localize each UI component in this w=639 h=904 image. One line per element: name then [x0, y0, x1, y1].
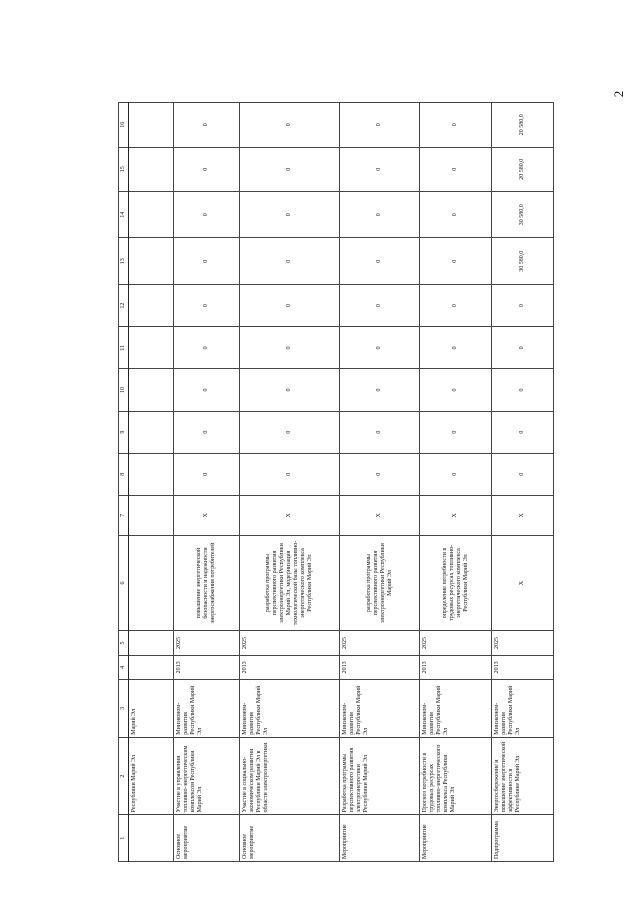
cell-value: 30 580,0	[492, 238, 554, 285]
cell-value: 0	[340, 453, 420, 495]
cell-type: Мероприятие	[340, 815, 420, 862]
cell-value: 0	[240, 453, 340, 495]
cell-name: Участие в управлении топливно-энергетическим комплексом Республики Марий Эл	[174, 737, 240, 815]
program-table-rotated	[118, 102, 525, 862]
col-number: 8	[119, 453, 129, 495]
col-number: 13	[119, 238, 129, 285]
cell-type: Основное мероприятие	[174, 815, 240, 862]
cell-start: 2013	[340, 655, 420, 679]
cell-value: 0	[420, 191, 492, 238]
cell-value: 0	[240, 103, 340, 148]
cell-value: 0	[174, 369, 240, 411]
cell-value: 0	[420, 369, 492, 411]
cell-value: 0	[174, 453, 240, 495]
table-row	[340, 103, 420, 862]
cell-executor: Марий Эл	[129, 680, 174, 738]
cell-result: разработка программы перспективного развития электроэнергетики Республики Марий Эл	[340, 535, 420, 630]
cell-value: 0	[174, 191, 240, 238]
cell-result: разработка программы перспективного развития электроэнергетики Республики Марий Эл, модернизация технологической базы топливно-энергетического комплекса Республики Марий Эл	[240, 535, 340, 630]
col-number: 10	[119, 369, 129, 411]
cell-value: 0	[420, 453, 492, 495]
cell-value: 30 580,0	[492, 191, 554, 238]
program-activities-table	[118, 102, 554, 862]
col-number: 15	[119, 147, 129, 191]
cell-value: 0	[174, 103, 240, 148]
cell-value: 0	[240, 238, 340, 285]
cell-value: 0	[340, 147, 420, 191]
cell-executor: Минэконом-развития Республики Марий Эл	[340, 680, 420, 738]
col-number: 4	[119, 655, 129, 679]
cell-value: 0	[420, 327, 492, 369]
cell-value: 0	[340, 191, 420, 238]
cell-value: 0	[340, 411, 420, 453]
cell-value: 0	[240, 191, 340, 238]
cell-value: 20 580,0	[492, 147, 554, 191]
table-row	[174, 103, 240, 862]
cell-value: 0	[340, 285, 420, 327]
cell-indicator: X	[174, 495, 240, 535]
col-number: 9	[119, 411, 129, 453]
col-number: 16	[119, 103, 129, 148]
cell-value: 0	[420, 103, 492, 148]
cell-type: Подпрограмма	[492, 815, 554, 862]
cell-type: Основное мероприятие	[240, 815, 340, 862]
cell-start: 2013	[492, 655, 554, 679]
table-row-continuation	[129, 103, 174, 862]
cell-end: 2025	[174, 631, 240, 655]
cell-name: Энергосбережение и повышение энергетической эффективности в Республике Марий Эл	[492, 737, 554, 815]
cell-end: 2025	[420, 631, 492, 655]
cell-end: 2025	[240, 631, 340, 655]
cell-value: 0	[492, 327, 554, 369]
cell-value: 0	[420, 285, 492, 327]
col-number: 5	[119, 631, 129, 655]
col-number: 11	[119, 327, 129, 369]
cell-value: 0	[492, 285, 554, 327]
page-number: 2	[611, 90, 626, 98]
cell-end: 2025	[492, 631, 554, 655]
cell-value: 0	[174, 327, 240, 369]
cell-value: 0	[240, 285, 340, 327]
cell-value: 0	[492, 411, 554, 453]
cell-executor: Минэконом-развития Республики Марий Эл	[174, 680, 240, 738]
cell-executor: Минэконом-развития Республики Марий Эл	[240, 680, 340, 738]
cell-value: 0	[240, 147, 340, 191]
cell-value: 0	[492, 369, 554, 411]
column-number-row	[119, 103, 129, 862]
cell-executor: Минэконом-развития Республики Марий Эл	[492, 680, 554, 738]
col-number: 3	[119, 680, 129, 738]
table-row	[240, 103, 340, 862]
cell-start: 2013	[174, 655, 240, 679]
col-number: 14	[119, 191, 129, 238]
cell-type: Мероприятие	[420, 815, 492, 862]
cell-value: 0	[420, 411, 492, 453]
cell-value: 0	[174, 411, 240, 453]
cell-result: повышение энергетической безопасности и надежности энергоснабжения потребителей	[174, 535, 240, 630]
col-number: 2	[119, 737, 129, 815]
cell-value: 0	[340, 238, 420, 285]
cell-value: 0	[174, 147, 240, 191]
cell-value: 0	[240, 411, 340, 453]
cell-name: Прогноз потребности в трудовых ресурсах топливно-энергетического комплекса Республики Марий Эл	[420, 737, 492, 815]
cell-indicator: X	[420, 495, 492, 535]
cell-value: 0	[240, 369, 340, 411]
cell-value: 0	[340, 369, 420, 411]
cell-executor: Минэконом-развития Республики Марий Эл	[420, 680, 492, 738]
cell-end: 2025	[340, 631, 420, 655]
cell-name: Разработка программы перспективного развития электроэнергетики Республики Марий Эл	[340, 737, 420, 815]
cell-value: 0	[174, 238, 240, 285]
cell-indicator: X	[240, 495, 340, 535]
col-number: 6	[119, 535, 129, 630]
cell-empty	[129, 815, 174, 862]
cell-value: 0	[174, 285, 240, 327]
cell-name: Республики Марий Эл	[129, 737, 174, 815]
cell-result: X	[492, 535, 554, 630]
col-number: 12	[119, 285, 129, 327]
cell-value: 0	[340, 327, 420, 369]
cell-name: Участие в социально-экономическом развитии Республики Марий Эл в области электроэнергетики	[240, 737, 340, 815]
col-number: 7	[119, 495, 129, 535]
cell-value: 0	[420, 147, 492, 191]
cell-value: 0	[420, 238, 492, 285]
col-number: 1	[119, 815, 129, 862]
cell-start: 2013	[240, 655, 340, 679]
cell-indicator: X	[340, 495, 420, 535]
table-row	[420, 103, 492, 862]
table-row	[492, 103, 554, 862]
cell-indicator: X	[492, 495, 554, 535]
cell-result: определение потребности в трудовых ресурсах топливно-энергетического комплекса Республики Марий Эл	[420, 535, 492, 630]
cell-value: 0	[340, 103, 420, 148]
cell-value: 0	[240, 327, 340, 369]
cell-value: 20 580,0	[492, 103, 554, 148]
cell-value: 0	[492, 453, 554, 495]
cell-start: 2013	[420, 655, 492, 679]
